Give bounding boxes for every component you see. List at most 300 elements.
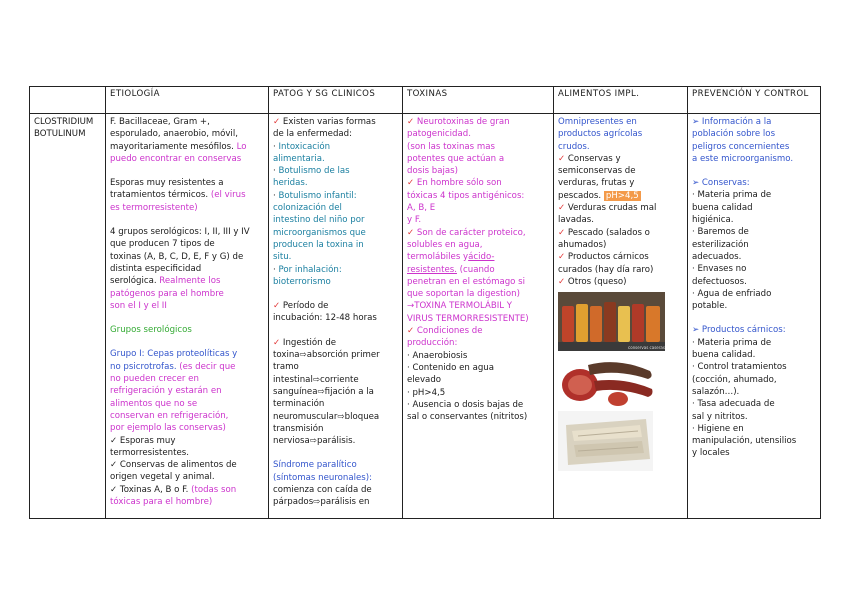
prevencion-line — [692, 226, 816, 238]
etiologia-text: F. Bacillaceae, Gram +, — [110, 117, 210, 127]
etiologia-line — [110, 471, 264, 483]
etiologia-text: patógenos para el hombre — [110, 288, 224, 299]
patog-spacer — [273, 447, 398, 459]
prevencion-line — [692, 116, 816, 128]
etiologia-line — [110, 128, 264, 140]
alimentos-text: productos agrícolas — [558, 129, 643, 140]
patog-text: comienza con caída de — [273, 485, 372, 496]
prevencion-text: · Materia prima de — [692, 337, 772, 348]
etiologia-line — [110, 153, 264, 165]
etiologia-text: que producen 7 tipos de — [110, 239, 215, 250]
prevencion-bullet: ➢ — [692, 325, 700, 336]
etiologia-text: origen vegetal y animal. — [110, 472, 215, 483]
prevencion-line — [692, 239, 816, 251]
etiologia-text: 4 grupos serológicos: I, II, III y IV — [110, 227, 250, 238]
patog-text: situ. — [273, 252, 292, 263]
pescado-photo — [558, 411, 653, 471]
prevencion-spacer — [692, 165, 816, 177]
patog-line — [273, 423, 398, 435]
toxinas-text: que soportan la digestion) — [407, 289, 520, 300]
toxinas-line — [407, 313, 549, 325]
prevencion-line — [692, 447, 816, 459]
prevencion-text: Productos cárnicos: — [699, 325, 786, 336]
etiologia-line — [110, 348, 264, 360]
etiologia-line — [110, 447, 264, 459]
toxinas-line — [407, 202, 549, 214]
prevencion-cell — [688, 114, 821, 519]
etiologia-line — [110, 226, 264, 238]
alimentos-line — [558, 276, 683, 288]
etiologia-line — [110, 275, 264, 287]
patog-line — [273, 264, 398, 276]
patog-text: microorganismos que — [273, 227, 366, 238]
etiologia-spacer — [110, 214, 264, 226]
alimentos-text: ahumados) — [558, 239, 607, 250]
etiologia-text: Esporas muy resistentes a — [110, 178, 224, 189]
patog-line — [273, 435, 398, 447]
toxinas-line — [407, 362, 549, 374]
prevencion-text: · Agua de enfriado — [692, 288, 772, 299]
patog-line — [273, 398, 398, 410]
etiologia-text: Grupos serológicos — [110, 325, 192, 336]
toxinas-line — [407, 165, 549, 177]
header-patog: PATOG Y SG CLINICOS — [269, 87, 403, 114]
conservas-photo — [558, 292, 665, 351]
patog-bullet: · — [273, 264, 276, 275]
patog-bullet: · — [273, 190, 276, 201]
patog-text: Síndrome paralítico — [273, 460, 357, 471]
etiologia-spacer — [110, 165, 264, 177]
patog-text: Botulismo infantil: — [275, 190, 357, 201]
toxinas-text: tóxicas 4 tipos antigénicos: — [407, 190, 525, 201]
prevencion-line — [692, 153, 816, 165]
alimentos-line — [558, 239, 683, 251]
patog-line — [273, 141, 398, 153]
prevencion-text: a este microorganismo. — [692, 153, 794, 164]
etiologia-line — [110, 398, 264, 410]
etiologia-text: serológica. — [110, 276, 157, 287]
toxinas-line — [407, 387, 549, 399]
patog-text: Ingestión de — [280, 337, 337, 348]
prevencion-line — [692, 337, 816, 349]
etiologia-line — [110, 116, 264, 128]
toxinas-text: (son las toxinas mas — [407, 141, 496, 152]
etiologia-text: refrigeración y estarán en — [110, 386, 222, 397]
alimentos-bullet: ✓ — [558, 276, 566, 287]
alimentos-line — [558, 264, 683, 276]
toxinas-text-note: (cuando — [456, 264, 495, 275]
patog-text: Período de — [280, 301, 329, 312]
patog-line — [273, 484, 398, 496]
prevencion-line — [692, 361, 816, 373]
etiologia-text: tratamientos térmicos. — [110, 190, 209, 201]
prevencion-line — [692, 411, 816, 423]
prevencion-line — [692, 141, 816, 153]
toxinas-text: · Anaerobiosis — [407, 350, 468, 361]
patog-text: heridas. — [273, 178, 308, 189]
patog-bullet: ✓ — [273, 301, 281, 312]
etiologia-text: por ejemplo las conservas) — [110, 423, 226, 434]
prevencion-text: · Materia prima de — [692, 190, 772, 201]
etiologia-text-note: (es decir que — [176, 361, 236, 372]
row-title-line-2: BOTULINUM — [34, 129, 86, 140]
etiologia-text-note: (todas son — [188, 484, 237, 495]
etiologia-line — [110, 484, 264, 496]
patog-line — [273, 374, 398, 386]
patog-bullet: ✓ — [273, 337, 281, 348]
prevencion-line — [692, 398, 816, 410]
prevencion-text: · Control tratamientos — [692, 362, 787, 373]
toxinas-line — [407, 251, 549, 263]
alimentos-text: lavadas. — [558, 215, 594, 226]
etiologia-line — [110, 435, 264, 447]
alimentos-highlight: pH>4,5 — [605, 190, 639, 201]
patog-text: tramo — [273, 362, 299, 373]
etiologia-line — [110, 361, 264, 373]
toxinas-text-note: ácido- — [468, 252, 495, 263]
patog-line — [273, 361, 398, 373]
alimentos-text: Conservas y — [565, 153, 621, 164]
toxinas-line — [407, 227, 549, 239]
toxinas-text: A, B, E — [407, 203, 436, 214]
prevencion-line — [692, 288, 816, 300]
toxinas-text: penetran en el estómago si — [407, 276, 526, 287]
toxinas-bullet: ✓ — [407, 117, 415, 127]
etiologia-line — [110, 373, 264, 385]
prevencion-text: · Tasa adecuada de — [692, 399, 775, 410]
patog-line — [273, 337, 398, 349]
patog-line — [273, 411, 398, 423]
etiologia-text: puedo encontrar en conservas — [110, 153, 242, 164]
etiologia-text: distinta especificidad — [110, 263, 202, 274]
patog-text: Botulismo de las — [275, 166, 350, 177]
patog-bullet: · — [273, 166, 276, 177]
toxinas-text: En hombre sólo son — [414, 178, 502, 189]
toxinas-text: resistentes. — [407, 264, 457, 275]
alimentos-line — [558, 141, 683, 153]
patog-line — [273, 386, 398, 398]
toxinas-text: patogenicidad. — [407, 129, 471, 140]
alimentos-line — [558, 227, 683, 239]
patog-text: (síntomas neuronales): — [273, 472, 373, 483]
alimentos-cell — [554, 114, 688, 519]
toxinas-line — [407, 411, 549, 423]
prevencion-text: potable. — [692, 301, 728, 312]
etiologia-text: alimentos que no se — [110, 398, 198, 409]
toxinas-line — [407, 239, 549, 251]
etiologia-text: es termorresistente) — [110, 202, 198, 213]
etiologia-text: no pueden crecer en — [110, 374, 199, 385]
prevencion-line — [692, 300, 816, 312]
etiologia-text: esporulado, anaerobio, móvil, — [110, 129, 238, 140]
etiologia-text-note: (el virus — [208, 190, 246, 201]
patog-line — [273, 227, 398, 239]
patog-line — [273, 202, 398, 214]
prevencion-text: Conservas: — [699, 178, 750, 189]
etiologia-cell — [106, 114, 269, 519]
header-toxinas: TOXINAS — [403, 87, 554, 114]
toxinas-line — [407, 325, 549, 337]
patog-text: alimentaria. — [273, 153, 325, 164]
toxinas-text: · Ausencia o dosis bajas de — [407, 399, 524, 410]
alimentos-line — [558, 251, 683, 263]
etiologia-text: toxinas (A, B, C, D, E, F y G) de — [110, 251, 244, 262]
etiologia-line — [110, 177, 264, 189]
photo-caption: conservas caseras — [628, 345, 665, 351]
toxinas-cell — [403, 114, 554, 519]
toxinas-line — [407, 128, 549, 140]
toxinas-text: Condiciones de — [414, 326, 483, 337]
alimentos-text: semiconservas de — [558, 166, 636, 177]
row-title-line-1: CLOSTRIDIUM — [34, 117, 94, 127]
alimentos-line — [558, 190, 683, 202]
prevencion-line — [692, 423, 816, 435]
prevencion-text: defectuosos. — [692, 276, 747, 287]
toxinas-line — [407, 300, 549, 312]
patog-text: nerviosa⇨parálisis. — [273, 436, 356, 447]
etiologia-line — [110, 189, 264, 201]
toxinas-text: · pH>4,5 — [407, 387, 446, 398]
patog-line — [273, 116, 398, 128]
prevencion-line — [692, 263, 816, 275]
prevencion-text: buena calidad — [692, 202, 753, 213]
etiologia-line — [110, 459, 264, 471]
prevencion-text: · Envases no — [692, 264, 747, 275]
prevencion-text: esterilización — [692, 239, 749, 250]
alimentos-text: verduras, frutas y — [558, 178, 635, 189]
etiologia-line — [110, 422, 264, 434]
header-row — [30, 87, 821, 114]
etiologia-text: son el I y el II — [110, 300, 167, 311]
toxinas-bullet: ✓ — [407, 178, 415, 189]
patog-text: sanguínea⇨fijación a la — [273, 386, 374, 397]
alimentos-text: Omnipresentes en — [558, 117, 637, 127]
prevencion-text: higiénica. — [692, 215, 734, 226]
prevencion-text: sal y nitritos. — [692, 411, 748, 422]
alimentos-text: crudos. — [558, 141, 590, 152]
prevencion-line — [692, 386, 816, 398]
etiologia-text: ✓ Conservas de alimentos de — [110, 460, 237, 471]
toxinas-text: Son de carácter proteico, — [414, 227, 526, 238]
header-etiologia: ETIOLOGÍA — [106, 87, 269, 114]
patog-line — [273, 459, 398, 471]
patog-bullet: ✓ — [273, 117, 281, 127]
prevencion-line — [692, 214, 816, 226]
patog-text: colonización del — [273, 203, 342, 214]
toxinas-line — [407, 214, 549, 226]
prevencion-bullet: ➢ — [692, 117, 700, 127]
prevencion-text: salazón…). — [692, 386, 740, 397]
patog-text: transmisión — [273, 423, 324, 434]
etiologia-line — [110, 385, 264, 397]
toxinas-line — [407, 288, 549, 300]
etiologia-text-note: Lo — [233, 141, 247, 152]
etiologia-text: conservan en refrigeración, — [110, 410, 229, 421]
toxinas-line — [407, 276, 549, 288]
etiologia-line — [110, 251, 264, 263]
alimentos-line — [558, 153, 683, 165]
patog-text: intestinal⇨corriente — [273, 374, 359, 385]
alimentos-text: Otros (queso) — [565, 276, 627, 287]
toxinas-text: producción: — [407, 338, 458, 349]
prevencion-text: (cocción, ahumado, — [692, 374, 777, 385]
patog-line — [273, 312, 398, 324]
patog-text: de la enfermedad: — [273, 129, 353, 140]
alimentos-text: curados (hay día raro) — [558, 264, 654, 275]
toxinas-text: VIRUS TERMORRESISTENTE) — [407, 313, 529, 324]
patog-line — [273, 153, 398, 165]
patog-text: neuromuscular⇨bloquea — [273, 411, 380, 422]
toxinas-text: sal o conservantes (nitritos) — [407, 412, 528, 423]
toxinas-line — [407, 141, 549, 153]
patog-cell — [269, 114, 403, 519]
patog-line — [273, 276, 398, 288]
toxinas-text: →TOXINA TERMOLÁBIL Y — [407, 301, 513, 312]
alimentos-text: pescados. — [558, 190, 602, 201]
etiologia-line — [110, 288, 264, 300]
etiologia-text-note: Realmente los — [156, 276, 221, 287]
header-alimentos: ALIMENTOS IMPL. — [554, 87, 688, 114]
prevencion-text: · Higiene en — [692, 423, 744, 434]
prevencion-bullet: ➢ — [692, 178, 700, 189]
alimentos-line — [558, 214, 683, 226]
prevencion-line — [692, 128, 816, 140]
prevencion-text: · Baremos de — [692, 227, 749, 238]
patog-line — [273, 239, 398, 251]
prevencion-line — [692, 349, 816, 361]
etiologia-line — [110, 410, 264, 422]
toxinas-text: · Contenido en agua — [407, 362, 495, 373]
patog-line — [273, 165, 398, 177]
patog-text: Intoxicación — [275, 141, 331, 152]
etiologia-line — [110, 263, 264, 275]
toxinas-line — [407, 350, 549, 362]
patog-line — [273, 177, 398, 189]
prevencion-text: peligros concernientes — [692, 141, 790, 152]
etiologia-text: termorresistentes. — [110, 447, 189, 458]
etiologia-spacer — [110, 312, 264, 324]
patog-line — [273, 251, 398, 263]
patog-line — [273, 214, 398, 226]
etiologia-line — [110, 324, 264, 336]
toxinas-line — [407, 153, 549, 165]
prevencion-line — [692, 189, 816, 201]
etiologia-line — [110, 202, 264, 214]
toxinas-bullet: ✓ — [407, 326, 415, 337]
prevencion-line — [692, 177, 816, 189]
toxinas-line — [407, 177, 549, 189]
etiologia-text: Grupo I: Cepas proteolíticas y — [110, 349, 238, 360]
alimentos-bullet: ✓ — [558, 153, 566, 164]
prevencion-spacer — [692, 312, 816, 324]
prevencion-line — [692, 324, 816, 336]
toxinas-line — [407, 264, 549, 276]
patog-text: bioterrorismo — [273, 276, 331, 287]
patog-text: intestino del niño por — [273, 215, 365, 226]
header-blank — [30, 87, 106, 114]
patog-text: Por inhalación: — [275, 264, 342, 275]
prevencion-line — [692, 202, 816, 214]
patog-line — [273, 496, 398, 508]
alimentos-line — [558, 202, 683, 214]
embutidos-photo — [558, 355, 658, 407]
toxinas-line — [407, 337, 549, 349]
alimentos-line — [558, 128, 683, 140]
prevencion-text: manipulación, utensilios — [692, 436, 797, 447]
toxinas-line — [407, 399, 549, 411]
alimentos-text: Verduras crudas mal — [565, 203, 657, 214]
etiologia-text: ✓ Esporas muy — [110, 435, 176, 446]
toxinas-line — [407, 190, 549, 202]
toxinas-text: Neurotoxinas de gran — [414, 117, 510, 127]
toxinas-text: solubles en agua, — [407, 239, 483, 250]
alimentos-lines — [558, 116, 683, 288]
alimentos-text: Productos cárnicos — [565, 252, 649, 263]
toxinas-text: potentes que actúan a — [407, 153, 505, 164]
row-title-cell — [30, 114, 106, 519]
alimentos-text: Pescado (salados o — [565, 227, 650, 238]
etiologia-text: tóxicas para el hombre) — [110, 497, 213, 508]
alimentos-line — [558, 177, 683, 189]
prevencion-line — [692, 374, 816, 386]
organism-row — [30, 114, 821, 519]
patog-line — [273, 300, 398, 312]
alimentos-line — [558, 116, 683, 128]
etiologia-spacer — [110, 336, 264, 348]
etiologia-text: ✓ Toxinas A, B o F. — [110, 484, 189, 495]
patog-line — [273, 190, 398, 202]
patog-line — [273, 349, 398, 361]
patog-text: párpados⇨parálisis en — [273, 497, 370, 508]
etiologia-line — [110, 238, 264, 250]
toxinas-text: elevado — [407, 375, 442, 386]
prevencion-line — [692, 276, 816, 288]
patog-text: toxina⇨absorción primer — [273, 350, 380, 361]
prevencion-line — [692, 435, 816, 447]
etiologia-text: no psicrotrofas. — [110, 361, 177, 372]
toxinas-line — [407, 374, 549, 386]
patog-text: incubación: 12-48 horas — [273, 313, 377, 324]
patog-text: producen la toxina in — [273, 239, 364, 250]
header-prevencion: PREVENCIÓN Y CONTROL — [688, 87, 821, 114]
alimentos-bullet: ✓ — [558, 227, 566, 238]
toxinas-text: termolábiles y — [407, 252, 469, 263]
botulinum-table — [29, 86, 821, 519]
alimentos-bullet: ✓ — [558, 203, 566, 214]
prevencion-text: Información a la — [699, 117, 772, 127]
toxinas-text: y F. — [407, 215, 422, 226]
etiologia-text: mayoritariamente mesófilos. — [110, 141, 234, 152]
prevencion-text: buena calidad. — [692, 350, 756, 361]
patog-spacer — [273, 325, 398, 337]
toxinas-bullet: ✓ — [407, 227, 415, 238]
patog-text: terminación — [273, 399, 325, 410]
patog-text: Existen varias formas — [280, 117, 376, 127]
etiologia-line — [110, 496, 264, 508]
toxinas-line — [407, 116, 549, 128]
etiologia-line — [110, 141, 264, 153]
patog-spacer — [273, 288, 398, 300]
alimentos-bullet: ✓ — [558, 252, 566, 263]
patog-bullet: · — [273, 141, 276, 152]
toxinas-text: dosis bajas) — [407, 166, 458, 177]
alimentos-line — [558, 165, 683, 177]
prevencion-line — [692, 251, 816, 263]
prevencion-text: población sobre los — [692, 129, 776, 140]
etiologia-line — [110, 300, 264, 312]
patog-line — [273, 472, 398, 484]
patog-line — [273, 128, 398, 140]
